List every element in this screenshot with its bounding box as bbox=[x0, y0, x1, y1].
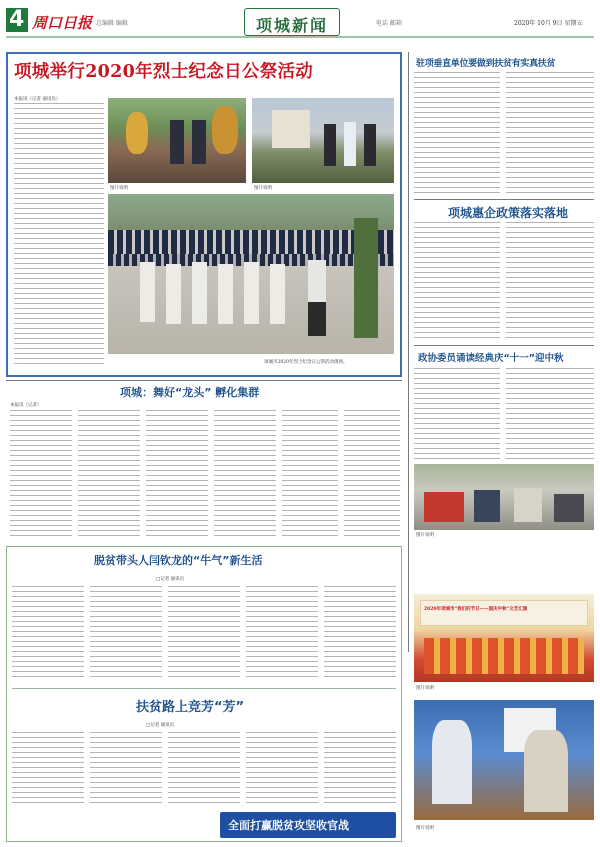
lead-body-text bbox=[14, 103, 104, 368]
right-body-2a bbox=[414, 222, 500, 342]
right-title-3: 政协委员诵读经典庆“十一”迎中秋 bbox=[418, 353, 564, 364]
right-caption-1: 图片说明 bbox=[416, 533, 434, 538]
right-body-2b bbox=[506, 222, 594, 342]
lower-title-1: 脱贫带头人闫钦龙的“牛气”新生活 bbox=[94, 554, 263, 567]
page-header bbox=[6, 4, 594, 38]
header-meta-mid: 电话 邮箱 bbox=[376, 20, 402, 27]
right-body-1b bbox=[506, 72, 594, 196]
lower-body-2a bbox=[12, 732, 84, 806]
lead-title-text: 项城举行2020年烈士纪念日公祭活动 bbox=[14, 62, 314, 82]
lower-byline-2: □记者 通讯员 bbox=[146, 723, 175, 728]
lower-body-2e bbox=[324, 732, 396, 806]
header-meta-left: 总编辑 编辑 bbox=[96, 20, 128, 27]
lead-caption-a: 图片说明 bbox=[110, 186, 128, 191]
middle-body-f bbox=[344, 410, 400, 540]
lead-photo-main bbox=[108, 194, 394, 354]
lower-banner-text: 全面打赢脱贫攻坚收官战 bbox=[228, 819, 349, 832]
lower-body-2b bbox=[90, 732, 162, 806]
lead-title bbox=[14, 58, 394, 88]
lead-photo-a bbox=[108, 98, 246, 183]
right-banner-text: 2020年项城市“我们的节日——国庆中秋”文艺汇演 bbox=[424, 607, 528, 612]
paper-name: 周口日报 bbox=[32, 14, 93, 32]
lower-body-1d bbox=[246, 586, 318, 678]
middle-byline: 本报讯（记者） bbox=[10, 403, 42, 408]
lead-photo-b bbox=[252, 98, 394, 183]
lower-body-1c bbox=[168, 586, 240, 678]
right-photo-1 bbox=[414, 464, 594, 530]
right-body-1a bbox=[414, 72, 500, 196]
issue-date: 2020年 10月 9日 星期五 bbox=[514, 20, 583, 27]
lead-byline: 本报讯（记者 通讯员） bbox=[14, 97, 61, 102]
lower-body-1e bbox=[324, 586, 396, 678]
right-caption-3: 图片说明 bbox=[416, 826, 434, 831]
lead-caption-b: 图片说明 bbox=[254, 186, 272, 191]
right-title-1: 驻项垂直单位要做到扶贫有实真扶贫 bbox=[416, 59, 556, 69]
right-body-3a bbox=[414, 368, 500, 460]
lower-title-2: 扶贫路上竞芳“芳” bbox=[136, 700, 245, 715]
lower-body-1b bbox=[90, 586, 162, 678]
middle-body-d bbox=[214, 410, 276, 540]
lead-caption-main: 项城市2020年烈士纪念日公祭活动现场。 bbox=[264, 360, 348, 365]
right-caption-2: 图片说明 bbox=[416, 686, 434, 691]
right-photo-2 bbox=[414, 594, 594, 682]
right-body-3b bbox=[506, 368, 594, 460]
right-photo-3 bbox=[414, 700, 594, 820]
section-title: 项城新闻 bbox=[256, 16, 329, 35]
middle-body-b bbox=[78, 410, 140, 540]
middle-title: 项城：舞好“龙头” 孵化集群 bbox=[120, 386, 260, 399]
lower-byline-1: □记者 通讯员 bbox=[156, 577, 185, 582]
middle-body-c bbox=[146, 410, 208, 540]
middle-body-a bbox=[10, 410, 72, 540]
lower-body-2c bbox=[168, 732, 240, 806]
page-number-text: 4 bbox=[9, 7, 25, 32]
right-title-2: 项城惠企政策落实落地 bbox=[448, 206, 569, 220]
middle-body-e bbox=[282, 410, 338, 540]
lower-body-1a bbox=[12, 586, 84, 678]
lower-body-2d bbox=[246, 732, 318, 806]
